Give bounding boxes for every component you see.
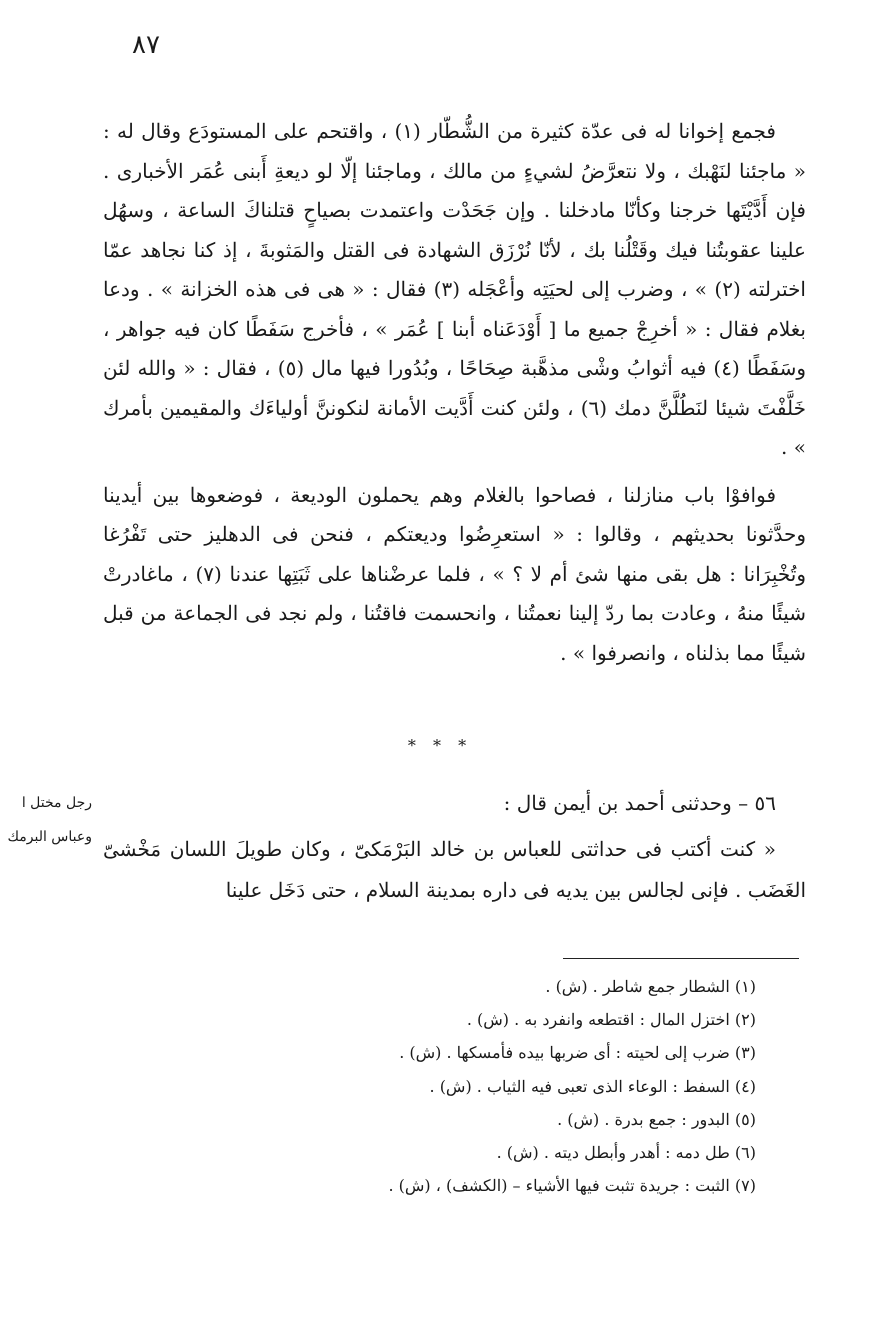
item-heading: ٥٦ – وحدثنى أحمد بن أيمن قال : bbox=[503, 791, 776, 815]
footnote: (٥) البدور : جمع بدرة . (ش) . bbox=[557, 1109, 756, 1129]
footnote: (١) الشطار جمع شاطر . (ش) . bbox=[545, 977, 756, 996]
footnote: (٧) الثبت : جريدة تثبت فيها الأشياء – (الكشف) ، (ش) . bbox=[388, 1176, 756, 1196]
page-number: ٨٧ bbox=[132, 30, 160, 60]
margin-note bbox=[0, 786, 92, 854]
footnote: (٢) اختزل المال : اقتطعه وانفرد به . (ش) . bbox=[466, 1010, 756, 1030]
footnote: (٤) السفط : الوعاء الذى تعبى فيه الثياب . (ش) . bbox=[429, 1076, 756, 1096]
section-separator: * * * bbox=[407, 736, 473, 755]
footnote-divider bbox=[563, 958, 799, 959]
margin-note-line: رجل مختل ا bbox=[21, 795, 92, 811]
main-text bbox=[103, 112, 806, 673]
item-56 bbox=[103, 784, 806, 911]
paragraph: فجمع إخوانا له فى عدّة كثيرة من الشُّطّار (١) ، واقتحم على المستودَع وقال له : « ماجئنا لنَهْبك ، ولا نتعرَّضُ لشيءٍ من مالك ، وماجئنا إلّا لو ديعةِ أَبنى عُمَر الأخبارى . فإن أَدَّيْتَها خرجنا وكأنّا مادخلنا . وإن جَحَدْت واعتمدت بصياحٍ قتلناكَ الساعة ، وسهُل علينا عقوبتُنا فيك وقَتْلُنا بك ، لأنّا نُرْزَق الشهادة فى القتل والمَثوبةَ ، إذ كنا نجاهد عمّا اخترلته (٢) » ، وضرب إلى لحيَتِه وأعْجَله (٣) فقال : « هى فى هذه الخزانة » . ودعا بغلام فقال : « أخرِجْ جميع ما [ أَوْدَعَناه أبنا ] عُمَر » ، فأخرج سَفَطًا كان فيه جواهر ، وسَفَطًا (٤) فيه أثوابُ وشْى مذهَّبة صِحَاحًا ، وبُدُورا فيها مال (٥) ، فقال : « والله لئن خَلَّفْتَ شيئا لنَطُلَّنَّ دمك (٦) ، ولئن كنت أَدَّيت الأمانة لنكوننَّ أولياءَك والمقيمين بأمرك » . bbox=[103, 119, 806, 459]
margin-note-line: وعباس البرمك bbox=[7, 829, 92, 845]
footnotes bbox=[250, 970, 756, 1202]
paragraph: « كنت أكتب فى حداثتى للعباس بن خالد البَرْمَكىّ ، وكان طويلَ اللسان مَخْشىّ الغَضَب . فإنى لجالس بين يديه فى داره بمدينة السلام ، حتى دَخَل علينا bbox=[103, 837, 806, 902]
paragraph: فوافوْا باب منازلنا ، فصاحوا بالغلام وهم يحملون الوديعة ، فوضعوها بين أيدينا وحدَّثونا بحديثهم ، وقالوا : « استعرِضُوا وديعتكم ، فنحن فى الدهليز حتى تَفْرُغا وتُخْبِرَانا : هل بقى منها شئ أم لا ؟ » ، فلما عرضْناها على ثَبَتِها عندنا (٧) ، ماغادرتْ شيئًا منهُ ، وعادت بما ردّ إلينا نعمتُنا ، وانحسمت فاقتُنا ، ولم نجد فى الجماعة من قبل شيئًا مما بذلناه ، وانصرفوا » . bbox=[103, 482, 806, 665]
footnote: (٦) طل دمه : أهدر وأبطل ديته . (ش) . bbox=[496, 1143, 756, 1163]
footnote: (٣) ضرب إلى لحيته : أى ضربها بيده فأمسكها . (ش) . bbox=[399, 1043, 756, 1063]
